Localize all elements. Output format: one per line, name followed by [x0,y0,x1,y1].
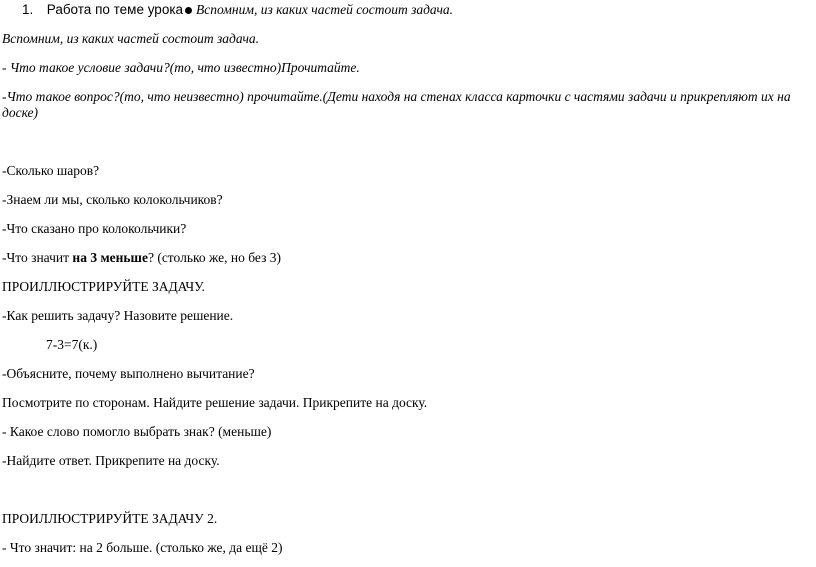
text-line-sign-word: - Какое слово помогло выбрать знак? (меньше) [2,424,272,439]
text-line-balls: -Сколько шаров? [2,163,100,178]
heading-illustrate-2: ПРОИЛЛЮСТРИРУЙТЕ ЗАДАЧУ 2. [2,511,218,526]
bullet-icon [185,7,192,14]
text-line-recall: Вспомним, из каких частей состоит задача. [2,31,260,46]
list-number: 1. [22,2,34,17]
meaning-prefix: -Что значит [2,250,73,265]
text-line-bells-said: -Что сказано про колокольчики? [2,221,187,236]
text-line-explain: -Объясните, почему выполнено вычитание? [2,366,255,381]
meaning-bold: на 3 меньше [72,250,148,265]
text-line-question: -Что такое вопрос?(то, что неизвестно) прочитайте.(Дети находя на стенах класса карточки с частями задачи и прикрепляют их на доске) [2,89,791,120]
list-item-1 [22,2,453,18]
lesson-subitem: Вспомним, из каких частей состоит задача. [196,2,454,17]
meaning-suffix: ? (столько же, но без 3) [147,250,282,265]
lesson-part-label: Работа по теме урока [46,2,184,17]
heading-illustrate-1: ПРОИЛЛЮСТРИРУЙТЕ ЗАДАЧУ. [2,279,205,294]
text-line-condition: - Что такое условие задачи?(то, что известно)Прочитайте. [2,60,360,75]
text-line-look-around: Посмотрите по сторонам. Найдите решение задачи. Прикрепите на доску. [2,395,428,410]
text-line-solve: -Как решить задачу? Назовите решение. [2,308,234,323]
text-line-meaning [2,250,281,266]
text-line-bells-known: -Знаем ли мы, сколько колокольчиков? [2,192,223,207]
text-line-answer: -Найдите ответ. Прикрепите на доску. [2,453,220,468]
text-line-more: - Что значит: на 2 больше. (столько же, да ещё 2) [2,540,283,555]
equation: 7-3=7(к.) [46,337,98,352]
